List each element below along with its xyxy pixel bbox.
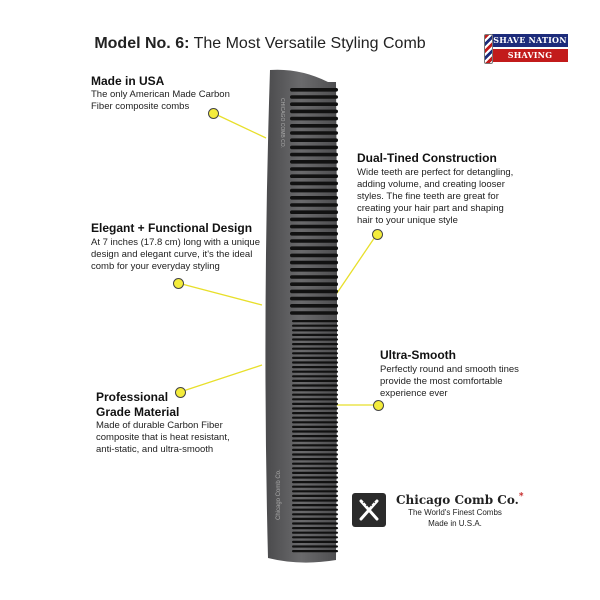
comb-tooth-gap <box>290 218 338 222</box>
comb-imprint-top: CHICAGO COMB CO. <box>279 98 285 149</box>
comb-tooth-gap <box>292 366 338 368</box>
comb-tooth-gap <box>292 389 338 391</box>
comb-tooth-gap <box>292 417 338 419</box>
feature-ultra-smooth-text <box>380 364 519 400</box>
comb-tooth-gap <box>292 361 338 363</box>
comb-tooth-gap <box>292 550 338 552</box>
comb-tooth-gap <box>290 203 338 207</box>
comb-tooth-gap <box>290 232 338 236</box>
desc-line: comb for your everyday styling <box>91 261 220 272</box>
comb-tooth-gap <box>292 536 338 538</box>
made-in-usa-dot <box>208 108 219 119</box>
feature-elegant-heading: Elegant + Functional Design <box>91 221 253 235</box>
heading-line: Professional <box>96 390 169 404</box>
feature-professional-text <box>96 420 230 456</box>
comb-tooth-gap <box>292 398 338 400</box>
comb-tooth-gap <box>292 513 338 515</box>
desc-line: At 7 inches (17.8 cm) long with a unique <box>91 237 260 248</box>
comb-tooth-gap <box>292 348 338 350</box>
comb-tooth-gap <box>290 117 338 121</box>
comb-tooth-gap <box>292 380 338 382</box>
maker-name-text: Chicago Comb Co. <box>396 493 519 507</box>
comb-tooth-gap <box>290 210 338 214</box>
comb-tooth-gap <box>290 268 338 272</box>
comb-tooth-gap <box>290 102 338 106</box>
comb-tooth-gap <box>292 325 338 327</box>
desc-line: anti-static, and ultra-smooth <box>96 444 214 455</box>
comb-imprint-bottom: Chicago Comb Co. <box>276 469 282 520</box>
comb-tooth-gap <box>290 153 338 157</box>
comb-tooth-gap <box>290 174 338 178</box>
comb-tooth-gap <box>290 275 338 279</box>
comb-tooth-gap <box>292 334 338 336</box>
star-icon: * <box>518 492 524 502</box>
desc-line: provide the most comfortable <box>380 376 503 387</box>
comb-tooth-gap <box>290 311 338 315</box>
desc-line: adding volume, and creating looser <box>357 179 505 190</box>
comb-tooth-gap <box>292 412 338 414</box>
desc-line: The only American Made Carbon <box>91 89 230 100</box>
comb-tooth-gap <box>292 495 338 497</box>
comb-tooth-gap <box>292 472 338 474</box>
comb-tooth-gap <box>292 343 338 345</box>
elegant-dot <box>173 278 184 289</box>
comb-tooth-gap <box>290 110 338 114</box>
desc-line: Wide teeth are perfect for detangling, <box>357 167 514 178</box>
desc-line: experience ever <box>380 388 448 399</box>
professional-dot <box>175 387 186 398</box>
comb-tooth-gap <box>292 509 338 511</box>
comb-tooth-gap <box>292 320 338 322</box>
comb-tooth-gap <box>292 481 338 483</box>
feature-ultra-smooth-heading: Ultra-Smooth <box>380 348 456 362</box>
comb-tooth-gap <box>290 189 338 193</box>
comb-tooth-gap <box>290 304 338 308</box>
feature-dual-tined-heading: Dual-Tined Construction <box>357 151 497 165</box>
desc-line: Fiber composite combs <box>91 101 190 112</box>
comb-tooth-gap <box>290 182 338 186</box>
maker-origin: Made in U.S.A. <box>428 519 482 528</box>
comb-tooth-gap <box>292 407 338 409</box>
comb-tooth-gap <box>290 261 338 265</box>
comb-tooth-gap <box>292 532 338 534</box>
comb-tooth-gap <box>292 444 338 446</box>
desc-line: composite that is heat resistant, <box>96 432 230 443</box>
comb-tooth-gap <box>292 522 338 524</box>
comb-tooth-gap <box>292 430 338 432</box>
comb-tooth-gap <box>292 527 338 529</box>
dual-tined-dot <box>372 229 383 240</box>
desc-line: hair to your unique style <box>357 215 458 226</box>
desc-line: styles. The fine teeth are great for <box>357 191 499 202</box>
comb-tooth-gap <box>292 453 338 455</box>
feature-professional-heading <box>96 390 179 420</box>
comb-tooth-gap <box>292 375 338 377</box>
comb-tooth-gap <box>290 225 338 229</box>
comb-tooth-gap <box>290 254 338 258</box>
comb-tooth-gap <box>292 499 338 501</box>
comb-tooth-gap <box>292 463 338 465</box>
comb-tooth-gap <box>290 196 338 200</box>
comb-tooth-gap <box>290 246 338 250</box>
title-text: The Most Versatile Styling Comb <box>193 35 426 52</box>
comb-tooth-gap <box>292 518 338 520</box>
desc-line: Perfectly round and smooth tines <box>380 364 519 375</box>
comb-tooth-gap <box>292 357 338 359</box>
comb-tooth-gap <box>290 297 338 301</box>
comb-tooth-gap <box>290 131 338 135</box>
comb-tooth-gap <box>292 486 338 488</box>
comb-tooth-gap <box>292 449 338 451</box>
comb-tooth-gap <box>292 435 338 437</box>
chicago-comb-logo-icon <box>352 493 386 527</box>
comb-tooth-gap <box>292 338 338 340</box>
comb-tooth-gap <box>292 371 338 373</box>
comb-tooth-gap <box>292 440 338 442</box>
ultra-smooth-dot <box>373 400 384 411</box>
heading-line: Grade Material <box>96 405 180 419</box>
comb-tooth-gap <box>292 394 338 396</box>
comb-tooth-gap <box>292 426 338 428</box>
comb-tooth-gap <box>292 476 338 478</box>
feature-dual-tined-text <box>357 167 513 227</box>
comb-tooth-gap <box>292 504 338 506</box>
maker-tagline: The World's Finest Combs <box>408 508 502 517</box>
comb-tooth-gap <box>290 124 338 128</box>
feature-made-in-usa-heading: Made in USA <box>91 74 165 88</box>
desc-line: Made of durable Carbon Fiber <box>96 420 223 431</box>
comb-tooth-gap <box>292 329 338 331</box>
comb-tooth-gap <box>290 290 338 294</box>
comb-tooth-gap <box>290 239 338 243</box>
logo-line-2: SHAVING SUPPLIES <box>492 49 568 62</box>
comb-tooth-gap <box>290 88 338 92</box>
comb-tooth-gap <box>292 403 338 405</box>
comb-tooth-gap <box>292 467 338 469</box>
comb-tooth-gap <box>290 167 338 171</box>
comb-tooth-gap <box>292 545 338 547</box>
desc-line: design and elegant curve, it's the ideal <box>91 249 253 260</box>
comb-tooth-gap <box>290 282 338 286</box>
comb-tooth-gap <box>290 160 338 164</box>
comb-tooth-gap <box>292 541 338 543</box>
comb-tooth-gap <box>290 95 338 99</box>
comb-tooth-gap <box>292 421 338 423</box>
title-model: Model No. 6: <box>94 35 190 52</box>
comb-tooth-gap <box>290 138 338 142</box>
comb-tooth-gap <box>292 384 338 386</box>
desc-line: creating your hair part and shaping <box>357 203 504 214</box>
comb-tooth-gap <box>292 490 338 492</box>
feature-elegant-text <box>91 237 260 273</box>
comb-tooth-gap <box>292 458 338 460</box>
logo-line-1: SHAVE NATION <box>493 35 567 45</box>
comb-tooth-gap <box>290 146 338 150</box>
comb-tooth-gap <box>292 352 338 354</box>
maker-name <box>396 492 524 507</box>
